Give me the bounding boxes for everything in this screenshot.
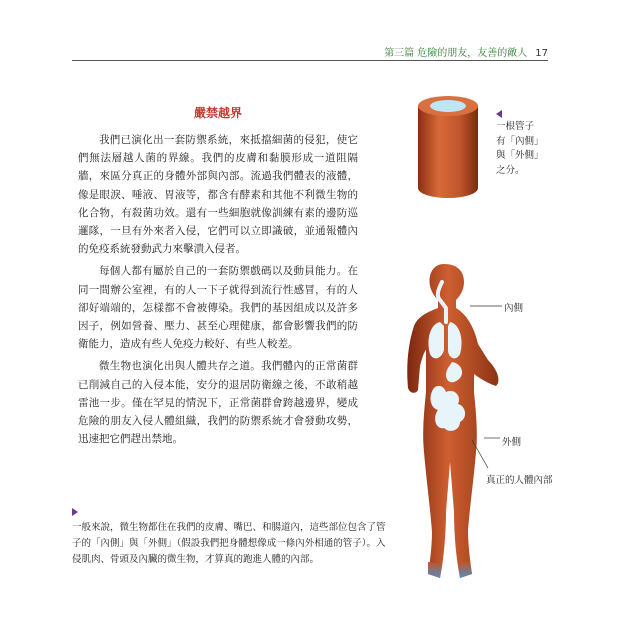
label-inner: 內側 [504, 303, 524, 314]
tube-caption-line-3: 與「外側」 [496, 150, 544, 161]
caption-marker-icon [496, 110, 502, 118]
paragraph-2: 每個人都有屬於自己的一套防禦戲碼以及動員能力。在同一間辦公室裡，有的人一下子就得到流行性感冒，有的人卻好端端的，怎樣都不會被傳染。我們的基因組成以及許多因子，例如營養、壓力、甚至心理健康，都會影響我們的防衛能力，造成有些人免疫力較好、有些人較差。 [78, 265, 358, 351]
label-true-inner: 真正的人體內部 [486, 475, 553, 486]
bottom-caption: 一般來說，微生物都住在我們的皮膚、嘴巴、和腸道內，這些部位包含了管子的「內側」與「外側」（假設我們把身體想像成一條內外相通的管子）。入侵肌肉、骨頭及內臟的微生物，才算真的跑進人體的內部。 [72, 522, 386, 565]
tube-caption [496, 110, 556, 178]
article-title: 嚴禁越界 [193, 106, 242, 120]
page-header [72, 44, 548, 60]
tube-caption-line-2: 有「內側」 [496, 135, 544, 147]
header-divider [72, 60, 548, 61]
tube-caption-line-4: 之分。 [496, 164, 525, 176]
header-text [384, 44, 548, 59]
body-illustration [392, 262, 510, 584]
caption-marker-icon [72, 508, 78, 516]
paragraph-3: 微生物也演化出與人體共存之道。我們體內的正常菌群已削減自己的入侵本能，安分的退居防衛線之後，不敢稍越雷池一步。僅在罕見的情況下，正常菌群會跨越邊界，變成危險的朋友入侵人體組織，我們的防禦系統才會發動攻勢，迅速把它們趕出禁地。 [78, 360, 358, 446]
tube-caption-line-1: 一根管子 [496, 121, 535, 132]
chapter-title: 第三篇 危險的朋友，友善的敵人 [384, 48, 528, 59]
tube-illustration [414, 92, 482, 202]
paragraph-1: 我們已演化出一套防禦系統，來抵擋細菌的侵犯，使它們無法層越人菌的界線。我們的皮膚和黏膜形成一道阻隔牆，來區分真正的身體外部與內部。流過我們體表的液體，像是眼淚、唾液、胃液等，都含有酵素和其他不利微生物的化合物，有殺菌功效。還有一些細胞就像訓練有素的邊防巡邏隊，一旦有外來者入侵，它們可以立即識破，並通報體內的免疫系統發動武力來擊潰入侵者。 [78, 134, 358, 256]
article-body [78, 104, 358, 452]
page-number: 17 [535, 48, 548, 59]
label-outer: 外側 [502, 437, 522, 448]
